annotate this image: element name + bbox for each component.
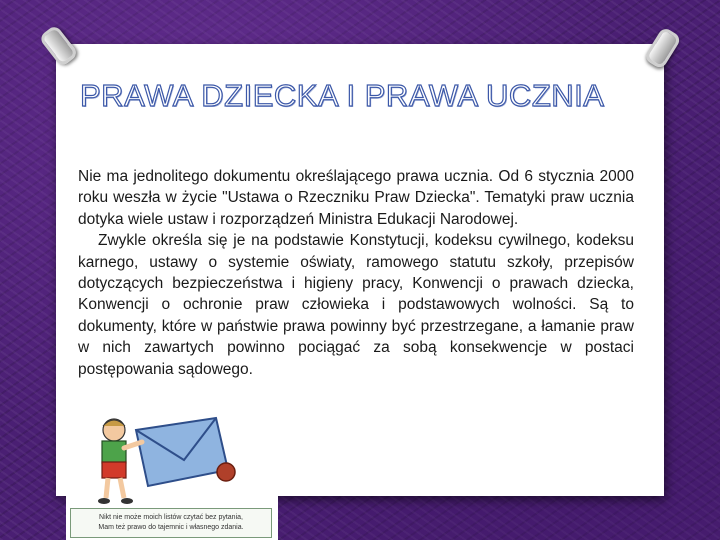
slide-title: PRAWA DZIECKA I PRAWA UCZNIA	[80, 78, 605, 113]
envelope-icon	[136, 418, 228, 486]
slide-body	[78, 166, 634, 418]
paragraph: Nie ma jednolitego dokumentu określającego prawa ucznia. Od 6 stycznia 2000 roku weszła w życie "Ustawa o Rzeczniku Praw Dziecka". Tematyki praw ucznia dotyka wiele ustaw i rozporządzeń Ministra Edukacji Narodowej.	[78, 168, 634, 228]
child-with-letter-illustration	[66, 416, 278, 540]
wax-seal-icon	[217, 463, 235, 481]
illustration-caption: Nikt nie może moich listów czytać bez pytania, Mam też prawo do tajemnic i własnego zdania.	[70, 508, 272, 538]
paragraph: Zwykle określa się je na podstawie Konstytucji, kodeksu cywilnego, kodeksu karnego, ustawy o systemie oświaty, ramowego statutu szkoły, przepisów dotyczących bezpieczeństwa i higieny pracy, Konwencji o prawach dziecka, Konwencji o ochronie praw człowieka i podstawowych wolności. Są to dokumenty, które w państwie prawa powinny być przestrzegane, a łamanie praw w nich zawartych powinno pociągać za sobą konsekwencje w postaci postępowania sądowego.	[78, 232, 634, 378]
